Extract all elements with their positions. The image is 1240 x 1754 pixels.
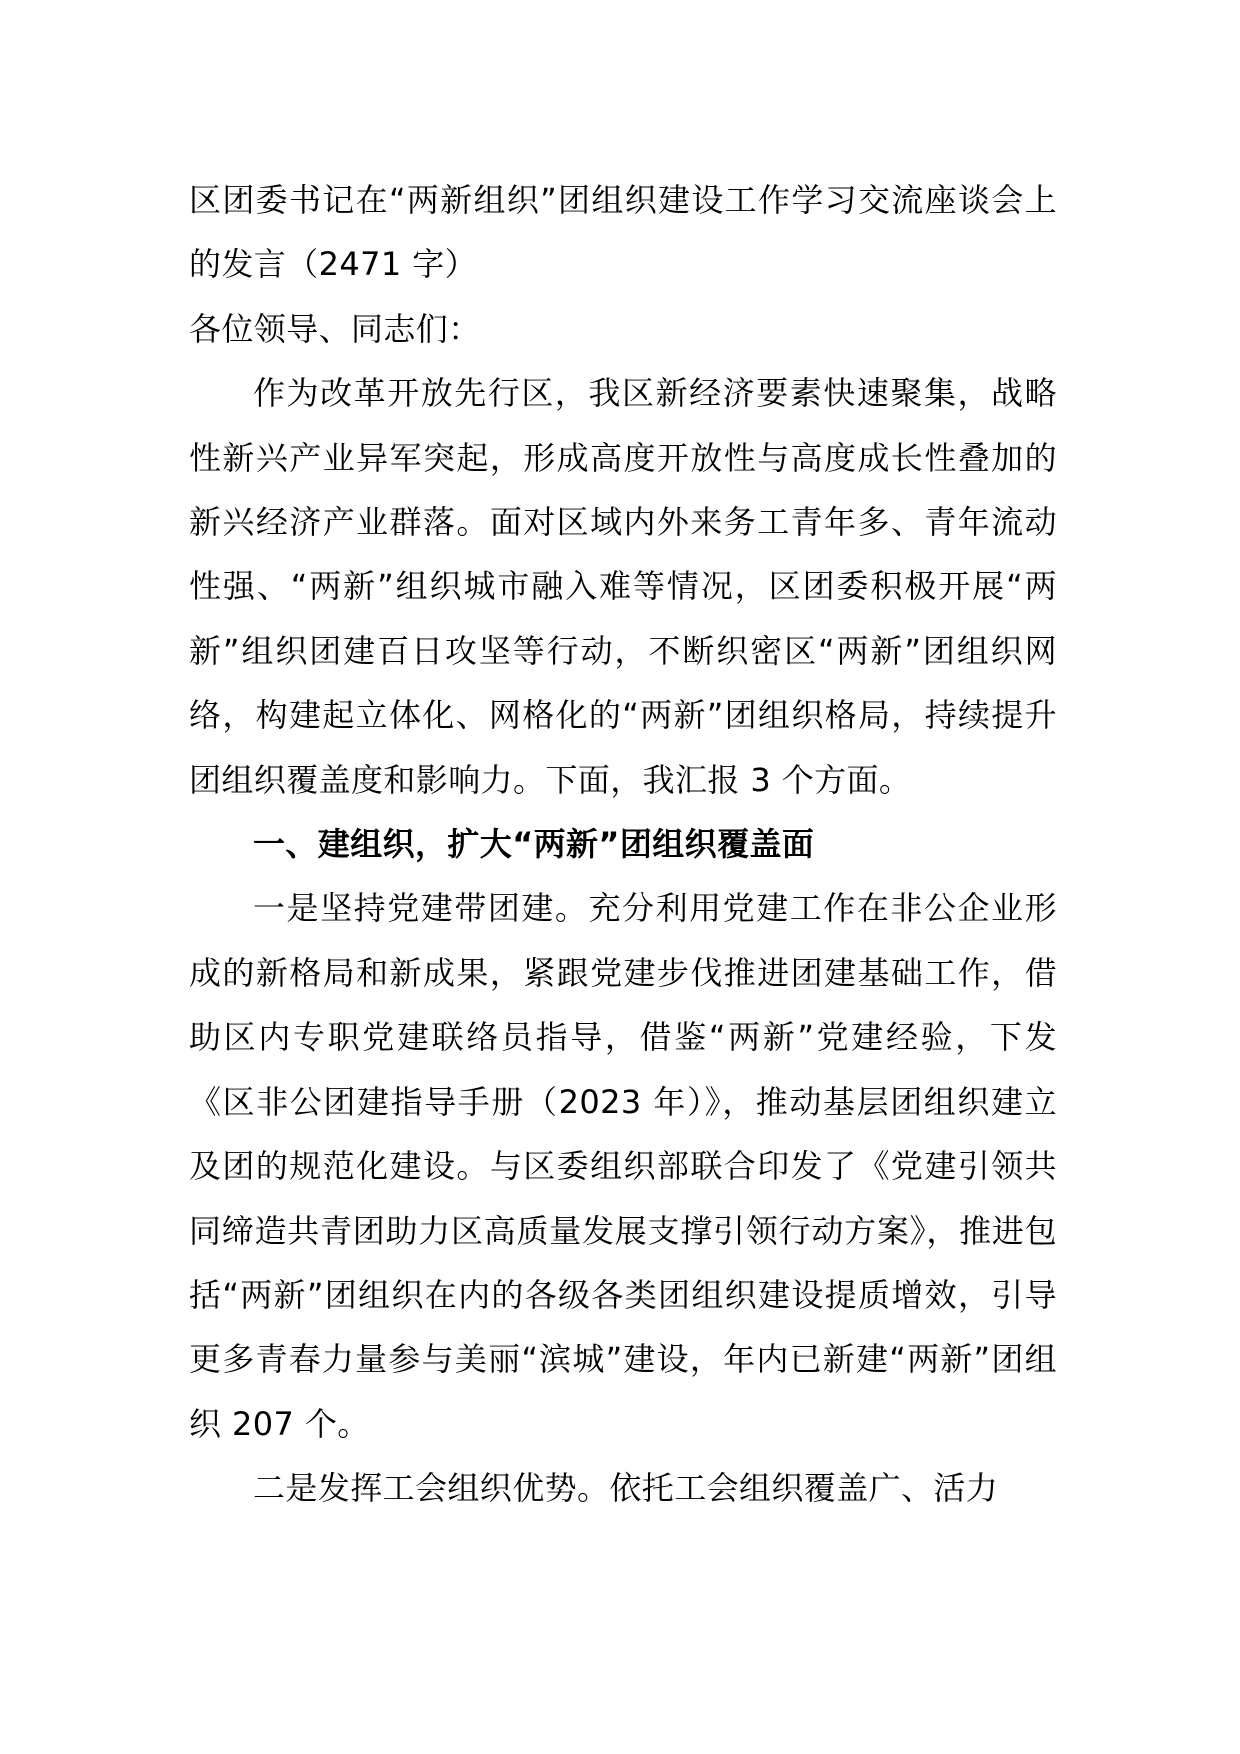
document-body [189,168,1057,1521]
section-heading-1: 一、建组织，扩大“两新”团组织覆盖面 [253,825,815,864]
paragraph-point-2: 二是发挥工会组织优势。依托工会组织覆盖广、活力 [253,1469,999,1508]
paragraph-intro: 作为改革开放先行区，我区新经济要素快速聚集，战略性新兴产业异军突起，形成高度开放性与高度成长性叠加的新兴经济产业群落。面对区域内外来务工青年多、青年流动性强、“两新”组织城市融入难等情况，区团委积极开展“两新”组织团建百日攻坚等行动，不断织密区“两新”团组织网络，构建起立体化、网格化的“两新”团组织格局，持续提升团组织覆盖度和影响力。下面，我汇报 3 个方面。 [189,374,1057,799]
paragraph-point-1: 一是坚持党建带团建。充分利用党建工作在非公企业形成的新格局和新成果，紧跟党建步伐推进团建基础工作，借助区内专职党建联络员指导，借鉴“两新”党建经验，下发《区非公团建指导手册（2023 年）》，推动基层团组织建立及团的规范化建设。与区委组织部联合印发了《党建引领共同缔造共青团助力区高质量发展支撑引领行动方案》，推进包括“两新”团组织在内的各级各类团组织建设提质增效，引导更多青春力量参与美丽“滨城”建设，年内已新建“两新”团组织 207 个。 [189,889,1057,1443]
salutation: 各位领导、同志们： [189,309,481,348]
document-title: 区团委书记在“两新组织”团组织建设工作学习交流座谈会上的发言（2471 字） [189,181,1057,284]
